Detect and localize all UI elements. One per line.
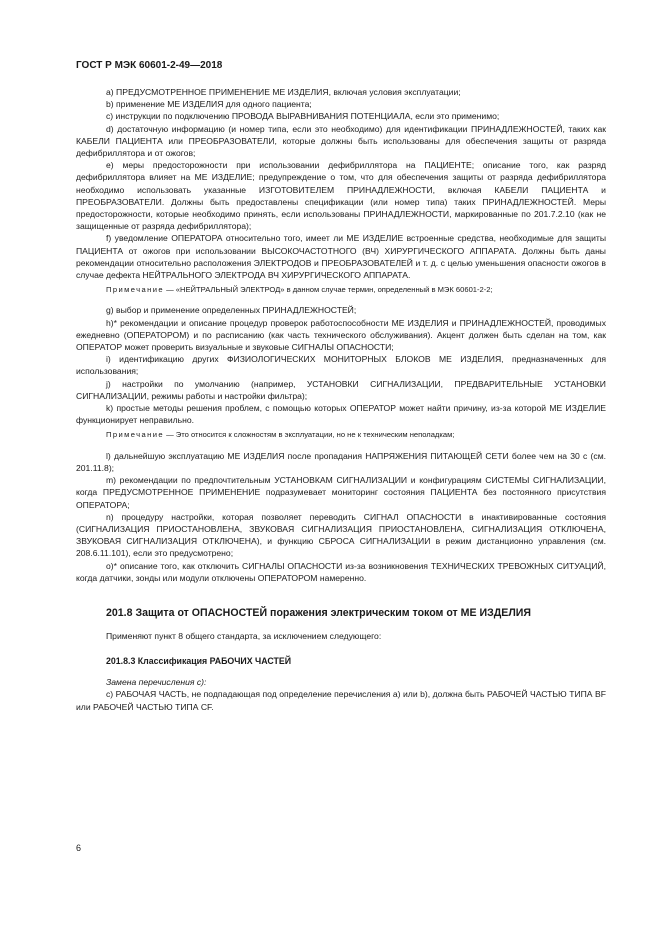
list-item: l) дальнейшую эксплуатацию МЕ ИЗДЕЛИЯ после пропадания НАПРЯЖЕНИЯ ПИТАЮЩЕЙ СЕТИ более чем на 30 с (см. 201.11.8); [76, 450, 606, 473]
subsection-text: c) РАБОЧАЯ ЧАСТЬ, не подпадающая под определение перечисления a) или b), должна быть РАБОЧЕЙ ЧАСТЬЮ ТИПА BF или РАБОЧЕЙ ЧАСТЬЮ ТИПА CF. [76, 689, 606, 712]
list-item: k) простые методы решения проблем, с помощью которых ОПЕРАТОР может найти причину, из-за которой МЕ ИЗДЕЛИЕ функционирует неправильно. [76, 403, 606, 426]
list-item: g) выбор и применение определенных ПРИНАДЛЕЖНОСТЕЙ; [106, 305, 357, 316]
replacement-note: Замена перечисления с): [106, 677, 207, 688]
note-text: — «НЕЙТРАЛЬНЫЙ ЭЛЕКТРОД» в данном случае термин, определенный в МЭК 60601-2-2; [163, 285, 493, 295]
list-item: a) ПРЕДУСМОТРЕННОЕ ПРИМЕНЕНИЕ МЕ ИЗДЕЛИЯ, включая условия эксплуатации; [106, 87, 461, 97]
list-item: c) инструкции по подключению ПРОВОДА ВЫРАВНИВАНИЯ ПОТЕНЦИАЛА, если это применимо; [106, 111, 500, 122]
list-item: f) уведомление ОПЕРАТОРА относительно того, имеет ли МЕ ИЗДЕЛИЕ встроенные средства, необходимые для защиты ПАЦИЕНТА от ожогов при использовании ВЫСОКОЧАСТОТНОГО (ВЧ) ХИРУРГИЧЕСКОГО АППАРАТА. Должны быть даны рекомендации относительно расположения ЭЛЕКТРОДОВ и ПРЕОБРАЗОВАТЕЛЕЙ и т. д. с целью уменьшения опасности ожогов в случае дефекта НЕЙТРАЛЬНОГО ЭЛЕКТРОДА ВЧ ХИРУРГИЧЕСКОГО АППАРАТА. [76, 233, 606, 281]
note-text: — Это относится к сложностям в эксплуатации, но не к техническим неполадкам; [163, 430, 455, 440]
list-item: b) применение МЕ ИЗДЕЛИЯ для одного пациента; [106, 99, 312, 110]
note-1 [76, 284, 606, 296]
section-intro: Применяют пункт 8 общего стандарта, за исключением следующего: [106, 630, 382, 641]
section-title: 201.8 Защита от ОПАСНОСТЕЙ поражения электрическим током от МЕ ИЗДЕЛИЯ [106, 606, 532, 619]
note-label: Примечание [106, 285, 164, 295]
list-item: e) меры предосторожности при использовании дефибриллятора на ПАЦИЕНТЕ; описание того, как разряд дефибриллятора влияет на МЕ ИЗДЕЛИЕ; предупреждение о том, что для обеспечения защиты от разряда дефибриллятора необходимо использовать указанные ИЗГОТОВИТЕЛЕМ ПРИНАДЛЕЖНОСТИ, включая КАБЕЛИ ПАЦИЕНТА и ПРЕОБРАЗОВАТЕЛИ. Должны быть предоставлены спецификации (или номер типа) таких ПРИНАДЛЕЖНОСТЕЙ. Меры предосторожности, которые необходимо принять, если использованы ПРИНАДЛЕЖНОСТИ, маркированные по 201.7.2.10 (как не защищенные от разряда дефибриллятора); [76, 160, 606, 232]
subsection-title: 201.8.3 Классификация РАБОЧИХ ЧАСТЕЙ [106, 656, 292, 667]
page-number: 6 [76, 843, 82, 853]
list-item: d) достаточную информацию (и номер типа, если это необходимо) для идентификации ПРИНАДЛЕЖНОСТЕЙ, таких как КАБЕЛИ ПАЦИЕНТА или ПРЕОБРАЗОВАТЕЛИ, которые должны быть использованы для обеспечения защиты от разряда дефибриллятора и от ожогов; [76, 123, 606, 159]
list-item: m) рекомендации по предпочтительным УСТАНОВКАМ СИГНАЛИЗАЦИИ и конфигурациям СИСТЕМЫ СИГНАЛИЗАЦИИ, когда ПРЕДУСМОТРЕННОЕ ПРИМЕНЕНИЕ подразумевает мониторинг состояния ПАЦИЕНТА без постоянного присутствия ОПЕРАТОРА; [76, 475, 606, 510]
list-item: n) процедуру настройки, которая позволяет переводить СИГНАЛ ОПАСНОСТИ в инактивированные состояния (СИГНАЛИЗАЦИЯ ПРИОСТАНОВЛЕНА, ЗВУКОВАЯ СИГНАЛИЗАЦИЯ ПРИОСТАНОВЛЕНА, СИГНАЛИЗАЦИЯ ОТКЛЮЧЕНА, ЗВУКОВАЯ СИГНАЛИЗАЦИЯ ОТКЛЮЧЕНА), и функцию СБРОСА СИГНАЛИЗАЦИИ в режим дистанционно управления (см. 208.6.11.101), если это предусмотрено; [76, 511, 606, 559]
list-item: o)* описание того, как отключить СИГНАЛЫ ОПАСНОСТИ из-за возникновения ТЕХНИЧЕСКИХ ТРЕВОЖНЫХ СИТУАЦИЙ, когда датчики, зонды или модули отключены ОПЕРАТОРОМ намеренно. [76, 560, 606, 583]
document-body [76, 86, 606, 713]
document-header: ГОСТ Р МЭК 60601-2-49—2018 [76, 60, 223, 71]
note-2 [76, 429, 606, 441]
list-item: i) идентификацию других ФИЗИОЛОГИЧЕСКИХ МОНИТОРНЫХ БЛОКОВ МЕ ИЗДЕЛИЯ, предназначенных для использования; [76, 354, 606, 377]
list-item: h)* рекомендации и описание процедур проверок работоспособности МЕ ИЗДЕЛИЯ и ПРИНАДЛЕЖНОСТЕЙ, проводимых ежедневно (ОПЕРАТОРОМ) и по расписанию (как часть технического обслуживания). Акцент должен быть сделан на том, как ОПЕРАТОР может проверить визуальные и звуковые СИГНАЛЫ ОПАСНОСТИ; [76, 317, 606, 353]
note-label: Примечание [106, 430, 164, 440]
list-item: j) настройки по умолчанию (например, УСТАНОВКИ СИГНАЛИЗАЦИИ, ПРЕДВАРИТЕЛЬНЫЕ УСТАНОВКИ СИГНАЛИЗАЦИИ, режимы работы и настройки фильтра); [76, 378, 606, 401]
